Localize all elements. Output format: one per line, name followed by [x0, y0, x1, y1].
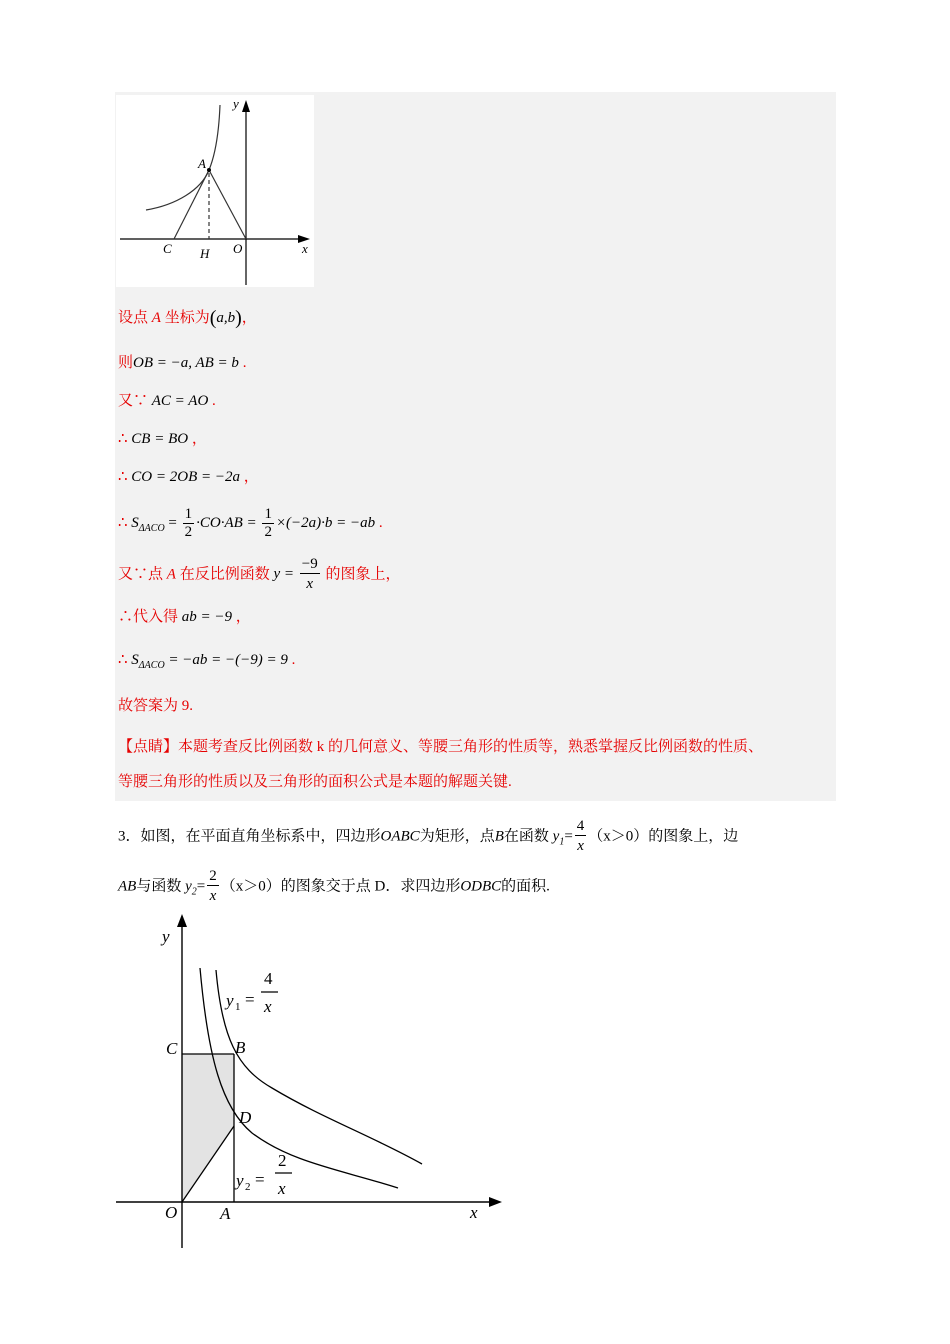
solution-line-5: ∴ CO = 2OB = −2a ， — [118, 469, 259, 485]
solution-line-3: 又∵ AC = AO . — [118, 393, 216, 409]
svg-text:1: 1 — [235, 1001, 241, 1013]
fraction-2-over-x: $\frac{2}{x}$ — [209, 868, 217, 904]
label-c: C — [166, 1039, 178, 1058]
fraction-half-2: $\frac{1}{2}$ — [264, 506, 272, 540]
label-c: C — [163, 241, 172, 256]
segment-ao — [209, 170, 246, 239]
label-x: x — [302, 241, 308, 256]
solution-line-9: ∴ $S_{\Delta ACO} = -ab = -(-9) = 9$ . — [118, 652, 296, 671]
y-axis-arrow — [242, 100, 250, 112]
shaded-region-odbc — [182, 1054, 234, 1202]
label-h: H — [200, 246, 210, 261]
note-line-2: 等腰三角形的性质以及三角形的面积公式是本题的解题关键. — [118, 774, 512, 790]
svg-text:x: x — [264, 997, 272, 1016]
question-line-2: AB与函数 $y_2=$ $\frac{2}{x} (x>0)$的图象交于点 D．求四边形ODBC的面积. — [118, 868, 550, 904]
solution-line-8: ∴代入得 ab = −9 ， — [118, 609, 251, 625]
label-b: B — [235, 1038, 246, 1057]
y-axis-arrow — [177, 914, 187, 927]
label-o: O — [165, 1203, 178, 1222]
note-line-1: 【点睛】本题考查反比例函数 k 的几何意义、等腰三角形的性质等，熟悉掌握反比例函数的性质、 — [118, 739, 764, 755]
label-y1-formula — [224, 969, 278, 1016]
solution-line-2: 则OB = −a, AB = b . — [118, 355, 247, 371]
segment-ca — [174, 170, 209, 239]
svg-text:=: = — [255, 1170, 265, 1189]
svg-text:4: 4 — [264, 969, 273, 988]
svg-text:y: y — [226, 991, 234, 1010]
figure-1 — [116, 95, 314, 287]
label-a: A — [198, 156, 206, 171]
fraction-half-1: $\frac{1}{2}$ — [184, 506, 193, 540]
label-x: x — [470, 1203, 478, 1222]
fraction-minus9-over-x: $\frac{-9}{x}$ — [301, 556, 318, 592]
solution-line-7: 又∵点 A 在反比例函数 y = $\frac{-9}{x}$ 的图象上， — [118, 556, 401, 592]
svg-text:2: 2 — [278, 1151, 287, 1170]
svg-text:=: = — [245, 990, 255, 1009]
svg-text:y: y — [236, 1171, 244, 1190]
figure-2 — [112, 908, 504, 1250]
svg-text:2: 2 — [245, 1181, 251, 1193]
figure-1-svg — [116, 95, 314, 287]
solution-line-10: 故答案为 9. — [118, 698, 194, 714]
point-a — [207, 168, 211, 172]
label-y: y — [233, 96, 239, 111]
label-d: D — [239, 1108, 252, 1127]
solution-line-1: 设点 A 坐标为(a,b)， — [118, 307, 257, 329]
solution-line-6: ∴ $S_{\Delta ACO}$ = $\frac{1}{2}$ ·CO·AB = $\frac{1}{2}$ ×(−2a)·b = −ab . — [118, 506, 383, 540]
fraction-4-over-x: $\frac{4}{x}$ — [576, 818, 585, 854]
question-line-1: 3．如图，在平面直角坐标系中，四边形OABC为矩形，点B在函数 $y_1=$ $\frac{4}{x} (x>0)$的图象上，边 — [118, 818, 739, 854]
label-y: y — [162, 927, 170, 946]
x-axis-arrow — [489, 1197, 502, 1207]
label-y2-formula — [234, 1151, 292, 1198]
figure-2-svg — [112, 908, 504, 1250]
svg-text:x: x — [278, 1179, 286, 1198]
label-o: O — [233, 241, 243, 256]
label-a: A — [220, 1204, 231, 1223]
solution-line-4: ∴ CB = BO ， — [118, 431, 207, 447]
